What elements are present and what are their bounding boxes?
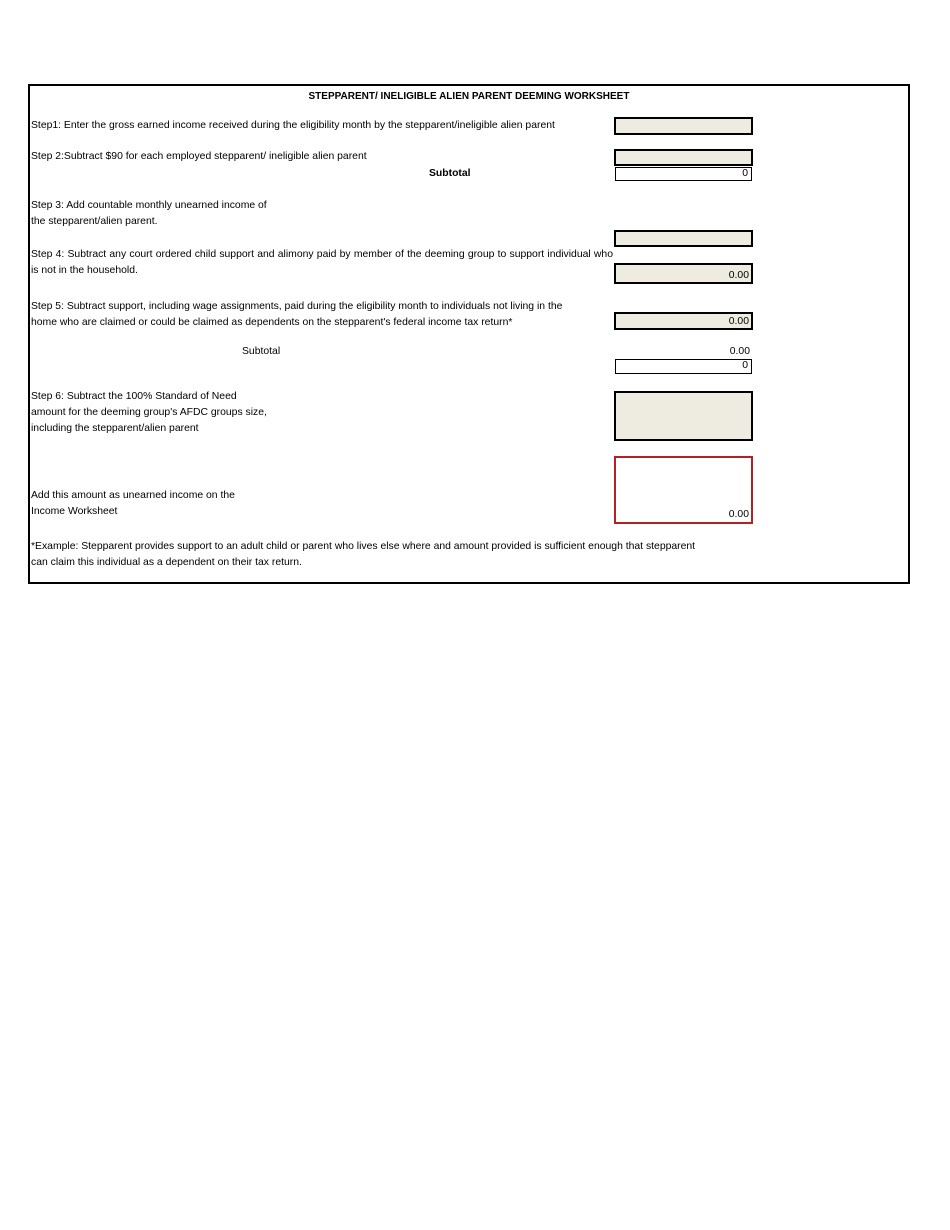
subtotal2-text-value: 0.00 xyxy=(729,346,750,357)
example-note-line1: *Example: Stepparent provides support to an adult child or parent who lives else where and amount provided is sufficient enough that stepparent xyxy=(31,541,696,552)
subtotal1-value: 0 xyxy=(615,167,752,181)
worksheet-frame xyxy=(28,84,910,584)
step2-label: Step 2:Subtract $90 for each employed stepparent/ ineligible alien parent xyxy=(31,151,367,162)
result-value: 0.00 xyxy=(614,456,753,524)
step2-input[interactable] xyxy=(614,149,753,166)
step6-input[interactable] xyxy=(614,391,753,441)
step6-label-line2: amount for the deeming group's AFDC groups size, xyxy=(31,407,267,418)
step3-input[interactable] xyxy=(614,230,753,247)
step3-label-line2: the stepparent/alien parent. xyxy=(31,216,158,227)
step1-input[interactable] xyxy=(614,117,753,135)
step5-value: 0.00 xyxy=(614,312,753,330)
step4-value: 0.00 xyxy=(614,263,753,284)
step1-label: Step1: Enter the gross earned income received during the eligibility month by the stepparent/ineligible alien parent xyxy=(31,120,555,131)
step5-label-line1: Step 5: Subtract support, including wage assignments, paid during the eligibility month to individuals not living in the xyxy=(31,301,563,312)
result-label-line1: Add this amount as unearned income on the xyxy=(31,490,235,501)
step5-label-line2: home who are claimed or could be claimed as dependents on the stepparent's federal income tax return* xyxy=(31,317,513,328)
subtotal1-label: Subtotal xyxy=(429,168,471,179)
step6-label-line1: Step 6: Subtract the 100% Standard of Need xyxy=(31,391,237,402)
step4-label: Step 4: Subtract any court ordered child support and alimony paid by member of the deeming group to support individual who is not in the household. xyxy=(31,249,613,276)
subtotal2-label: Subtotal xyxy=(242,346,281,357)
step6-label-line3: including the stepparent/alien parent xyxy=(31,423,199,434)
worksheet-title: STEPPARENT/ INELIGIBLE ALIEN PARENT DEEMING WORKSHEET xyxy=(308,91,630,102)
step3-label-line1: Step 3: Add countable monthly unearned income of xyxy=(31,200,267,211)
example-note-line2: can claim this individual as a dependent on their tax return. xyxy=(31,557,302,568)
result-label-line2: Income Worksheet xyxy=(31,506,118,517)
subtotal2-value: 0 xyxy=(615,359,752,374)
